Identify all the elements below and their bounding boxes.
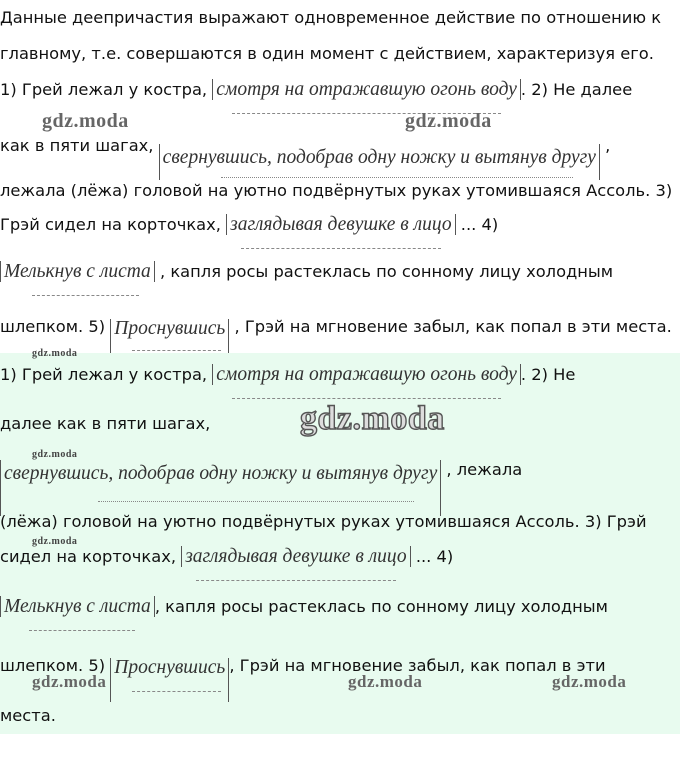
text-fragment: , капля росы растеклась по сонному лицу холодным (154, 597, 608, 616)
answer-sentence-4: (лёжа) головой на уютно подвёрнутых руках утомившаяся Ассоль. 3) Грэй (0, 512, 647, 531)
adverbial-phrase-text: заглядывая девушке в лицо (230, 214, 452, 235)
adverbial-phrase-text: заглядывая девушке в лицо (185, 546, 407, 567)
watermark-logo: gdz.moda (300, 400, 445, 437)
text-fragment: , Грэй на мгновение забыл, как попал в эти (229, 656, 606, 675)
adverbial-phrase (0, 261, 155, 282)
dash-dot-underline (241, 248, 441, 249)
text-fragment: как в пяти шагах, (0, 136, 159, 155)
text-fragment: , Грэй на мгновение забыл, как попал в эти места. (229, 317, 672, 336)
dash-dot-underline (196, 580, 396, 581)
adverbial-phrase-text: смотря на отражавшую огонь воду (216, 364, 517, 385)
watermark-logo: gdz.moda (32, 536, 78, 547)
text-fragment: ... 4) (410, 547, 454, 566)
answer-sentence-8: места. (0, 706, 56, 725)
text-fragment: . 2) Не (520, 365, 576, 384)
intro-line-1: Данные деепричастия выражают одновременное действие по отношению к (0, 8, 662, 27)
dash-dot-underline (98, 501, 414, 502)
answer-sentence-3 (0, 460, 522, 516)
text-fragment: 1) Грей лежал у костра, (0, 80, 213, 99)
adverbial-phrase (212, 364, 521, 385)
dash-dot-underline (221, 177, 572, 178)
adverbial-phrase-text: свернувшись, подобрав одну ножку и вытянув другу (4, 463, 438, 484)
adverbial-phrase (0, 596, 155, 617)
watermark-logo: gdz.moda (405, 110, 492, 132)
adverbial-phrase (0, 460, 441, 516)
adverbial-phrase-text: свернувшись, подобрав одну ножку и вытянув другу (162, 147, 596, 168)
top-sentence-2 (0, 136, 610, 180)
text-fragment: , (599, 136, 611, 155)
text-fragment: , капля росы растеклась по сонному лицу холодным (154, 262, 614, 281)
watermark-logo: gdz.moda (32, 348, 78, 359)
answer-sentence-6 (0, 597, 608, 617)
text-fragment: 1) Грей лежал у костра, (0, 365, 213, 384)
dash-dot-underline (32, 295, 139, 296)
top-sentence-4 (0, 215, 498, 235)
answer-sentence-5 (0, 547, 453, 567)
adverbial-phrase-text: смотря на отражавшую огонь воду (216, 79, 517, 100)
adverbial-phrase-text: Мелькнув с листа (4, 261, 151, 282)
top-sentence-1 (0, 80, 632, 100)
intro-line-2: главному, т.е. совершаются в один момент с действием, характеризуя его. (0, 44, 654, 63)
adverbial-phrase (110, 658, 229, 702)
text-fragment: сидел на корточках, (0, 547, 182, 566)
dash-dot-underline (232, 398, 502, 399)
watermark-logo: gdz.moda (348, 672, 423, 691)
text-fragment: Грэй сидел на корточках, (0, 215, 227, 234)
text-fragment: , лежала (441, 460, 523, 479)
adverbial-phrase-text: Мелькнув с листа (4, 596, 151, 617)
dash-dot-underline (132, 691, 221, 692)
answer-sentence-1 (0, 365, 575, 385)
text-fragment: шлепком. 5) (0, 317, 111, 336)
adverbial-phrase (159, 144, 600, 180)
adverbial-phrase-text: Проснувшись (114, 657, 226, 678)
text-fragment: ... 4) (455, 215, 499, 234)
text-fragment: шлепком. 5) (0, 656, 111, 675)
top-sentence-3: лежала (лёжа) головой на уютно подвёрнутых руках утомившаяся Ассоль. 3) (0, 181, 673, 200)
watermark-logo: gdz.moda (32, 672, 107, 691)
watermark-logo: gdz.moda (42, 110, 129, 132)
top-sentence-5 (0, 262, 613, 282)
watermark-logo: gdz.moda (552, 672, 627, 691)
dash-dot-underline (132, 350, 221, 351)
adverbial-phrase (226, 214, 455, 235)
answer-sentence-2: далее как в пяти шагах, (0, 414, 211, 433)
adverbial-phrase-text: Проснувшись (114, 318, 226, 339)
adverbial-phrase (212, 79, 521, 100)
text-fragment: . 2) Не далее (520, 80, 633, 99)
dash-dot-underline (29, 630, 136, 631)
adverbial-phrase (181, 546, 410, 567)
watermark-logo: gdz.moda (32, 449, 78, 460)
